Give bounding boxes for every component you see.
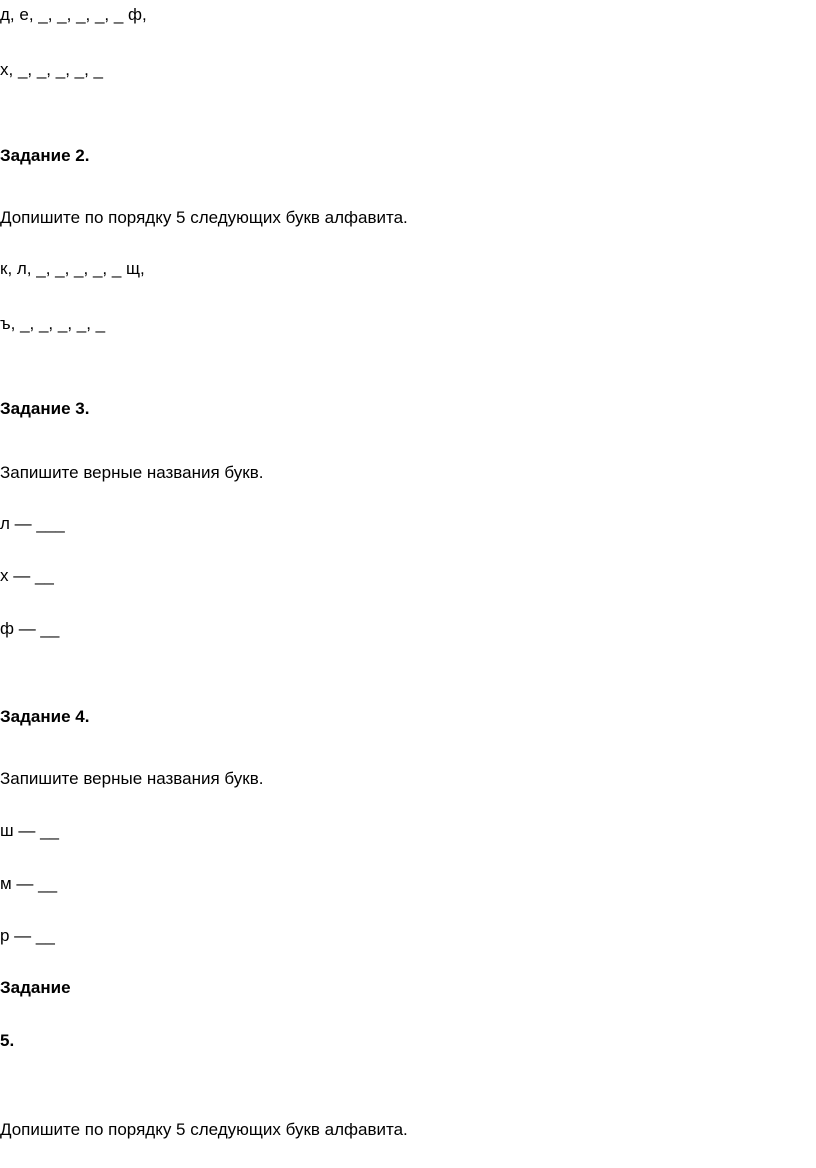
task-3-item-kh: х — __ [0, 566, 54, 585]
task-4-item-sh: ш — __ [0, 821, 59, 840]
sequence-line-1: д, е, _, _, _, _, _ ф, [0, 5, 147, 24]
sequence-line-2: х, _, _, _, _, _ [0, 60, 104, 79]
task-4-item-m: м — __ [0, 874, 58, 893]
task-3-item-f: ф — __ [0, 619, 60, 638]
task-2-sequence-2: ъ, _, _, _, _, _ [0, 314, 106, 333]
task-4-heading: Задание 4. [0, 707, 90, 726]
task-2-heading: Задание 2. [0, 146, 90, 165]
task-2-instruction: Допишите по порядку 5 следующих букв алфавита. [0, 208, 408, 227]
task-3-instruction: Запишите верные названия букв. [0, 463, 264, 482]
task-5-heading-number: 5. [0, 1031, 15, 1050]
task-4-instruction: Запишите верные названия букв. [0, 769, 264, 788]
task-3-heading: Задание 3. [0, 399, 90, 418]
task-5-heading-word: Задание [0, 978, 71, 997]
task-3-item-l: л — ___ [0, 514, 65, 533]
task-5-instruction: Допишите по порядку 5 следующих букв алфавита. [0, 1120, 408, 1139]
task-4-item-r: р — __ [0, 926, 55, 945]
task-2-sequence-1: к, л, _, _, _, _, _ щ, [0, 259, 145, 278]
